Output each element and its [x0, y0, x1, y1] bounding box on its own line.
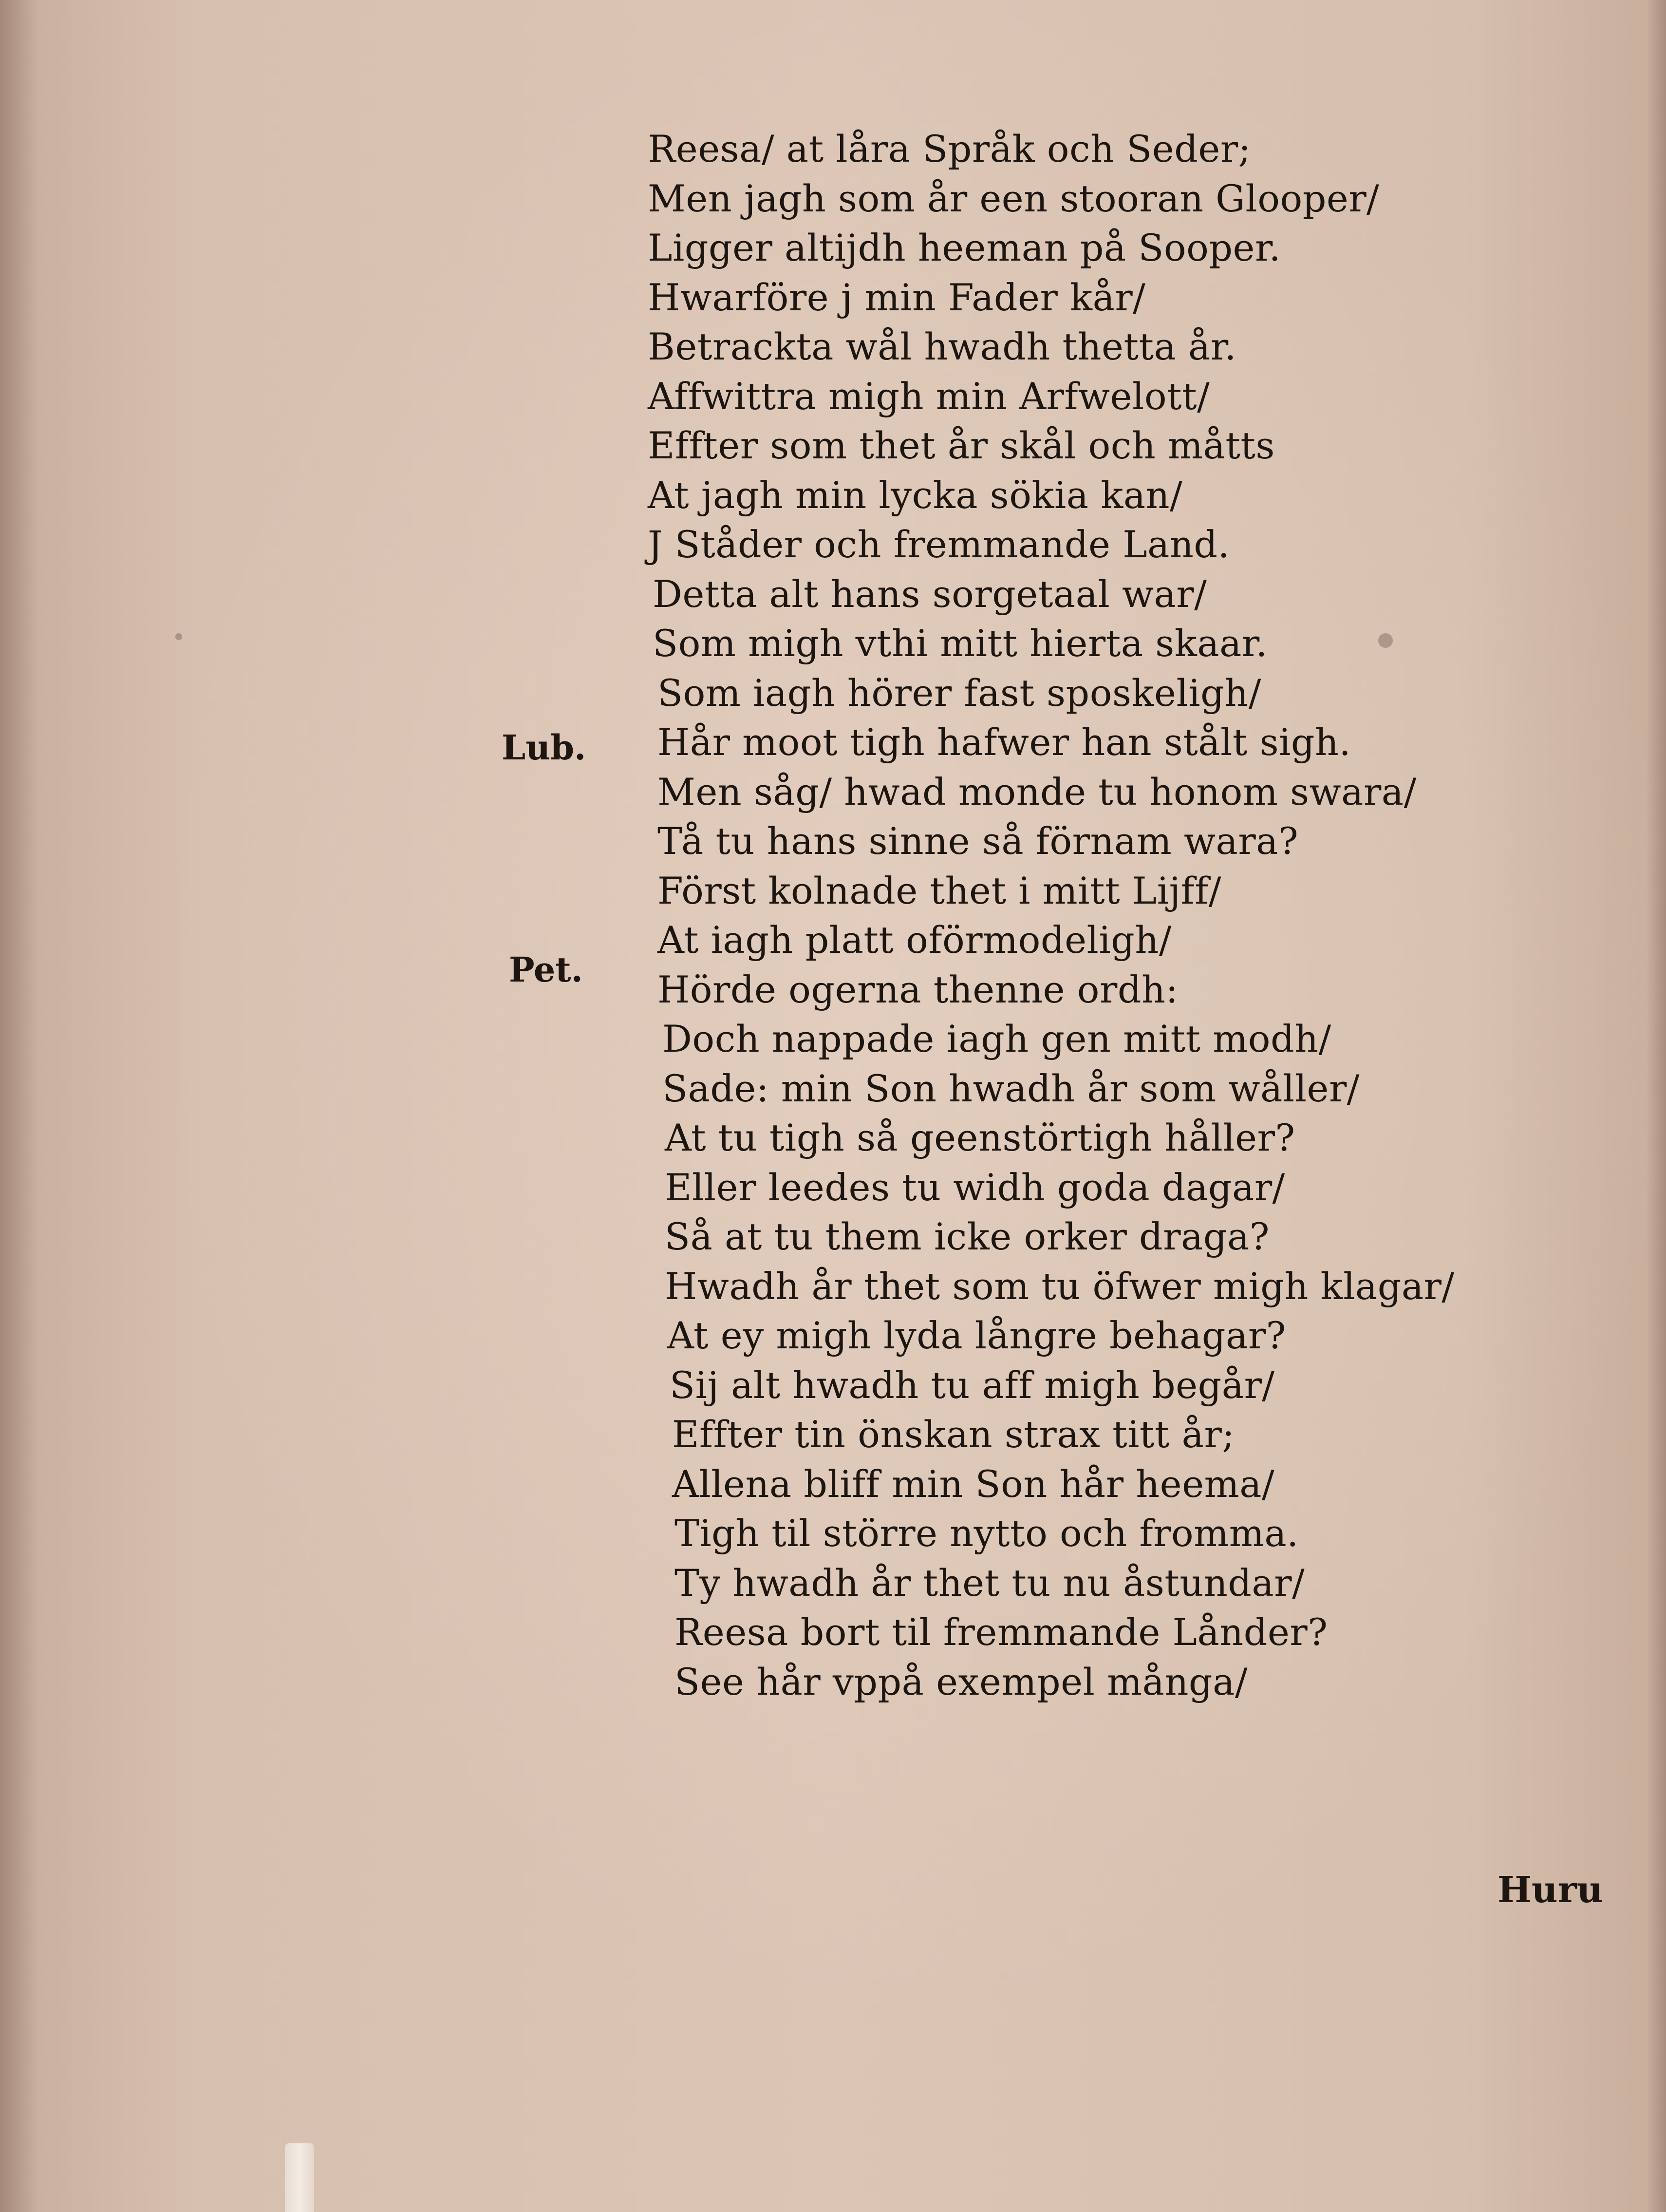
- verse-line: Men såg/ hwad monde tu honom swara/: [657, 770, 1417, 813]
- verse-line: Effter som thet år skål och måtts: [648, 424, 1275, 467]
- verse-line: Reesa/ at låra Språk och Seder;: [648, 127, 1251, 170]
- catchword: Huru: [1498, 1869, 1603, 1911]
- verse-line: Först kolnade thet i mitt Lijff/: [657, 869, 1221, 912]
- verse-line: At ey migh lyda långre behagar?: [667, 1314, 1286, 1357]
- verse-line: Doch nappade iagh gen mitt modh/: [662, 1017, 1331, 1060]
- verse-line: Eller leedes tu widh goda dagar/: [665, 1165, 1285, 1209]
- verse-line: At iagh platt oförmodeligh/: [657, 918, 1172, 962]
- verse-line: Så at tu them icke orker draga?: [665, 1215, 1270, 1258]
- verse-line: Allena bliff min Son hår heema/: [672, 1462, 1275, 1506]
- verse-line: Tigh til större nytto och fromma.: [674, 1512, 1299, 1555]
- verse-line: Sade: min Son hwadh år som wåller/: [662, 1066, 1360, 1110]
- verse-line: Ty hwadh år thet tu nu åstundar/: [674, 1561, 1305, 1605]
- verse-line: Ligger altijdh heeman på Sooper.: [648, 226, 1281, 269]
- bookmark-ribbon: [285, 2143, 314, 2212]
- verse-line: Detta alt hans sorgetaal war/: [653, 572, 1207, 616]
- verse-line: Effter tin önskan strax titt år;: [672, 1413, 1235, 1456]
- gutter-shadow: [0, 0, 39, 2212]
- verse-line: J Ståder och fremmande Land.: [648, 523, 1230, 566]
- verse-line: Affwittra migh min Arfwelott/: [648, 374, 1210, 418]
- page-edge: [1647, 0, 1666, 2212]
- verse-line: Som iagh hörer fast sposkeligh/: [657, 671, 1261, 715]
- verse-line: See hår vppå exempel många/: [674, 1660, 1248, 1703]
- speaker-label: Lub.: [502, 727, 586, 768]
- verse-line: Men jagh som år een stooran Glooper/: [648, 176, 1380, 220]
- verse-text: [648, 124, 1485, 1706]
- verse-line: At jagh min lycka sökia kan/: [648, 473, 1183, 517]
- verse-line: Hår moot tigh hafwer han stålt sigh.: [657, 720, 1351, 764]
- verse-line: Som migh vthi mitt hierta skaar.: [653, 622, 1268, 665]
- verse-line: Tå tu hans sinne så förnam wara?: [657, 819, 1299, 863]
- verse-line: Reesa bort til fremmande Lånder?: [674, 1610, 1328, 1654]
- verse-line: Betrackta wål hwadh thetta år.: [648, 325, 1236, 368]
- speaker-label: Pet.: [509, 949, 583, 990]
- paper-speck: [175, 633, 182, 640]
- verse-line: Hwadh år thet som tu öfwer migh klagar/: [665, 1264, 1455, 1308]
- verse-line: Hwarföre j min Fader kår/: [648, 275, 1146, 319]
- verse-line: At tu tigh så geenstörtigh håller?: [665, 1116, 1295, 1159]
- verse-line: Sij alt hwadh tu aff migh begår/: [670, 1363, 1275, 1407]
- verse-line: Hörde ogerna thenne ordh:: [657, 967, 1179, 1011]
